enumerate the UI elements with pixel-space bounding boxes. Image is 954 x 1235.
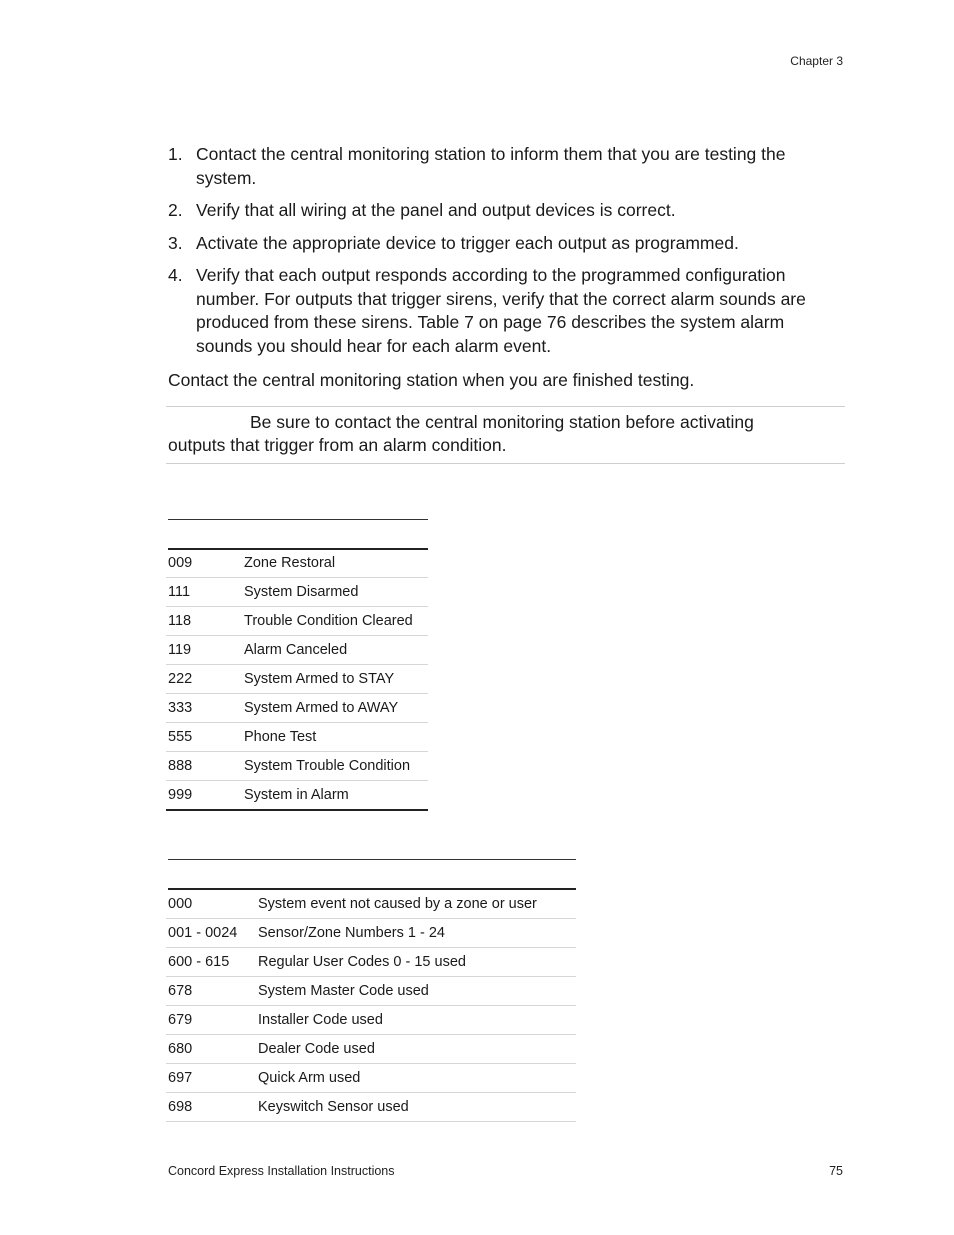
table-row — [166, 549, 428, 578]
table-row — [166, 919, 576, 948]
code-cell: 555 — [166, 723, 242, 752]
code-cell: 680 — [166, 1035, 256, 1064]
table-row — [166, 977, 576, 1006]
table-row — [166, 948, 576, 977]
step-text: Contact the central monitoring station to inform them that you are testing the system. — [196, 144, 786, 188]
table-row — [166, 578, 428, 607]
table-row — [166, 1035, 576, 1064]
step-number: 1. — [168, 144, 183, 164]
description-cell: System event not caused by a zone or user — [256, 890, 576, 919]
step-number: 4. — [168, 265, 183, 285]
step-item — [168, 232, 828, 256]
code-cell: 000 — [166, 890, 256, 919]
step-item — [168, 264, 828, 358]
footer-document-title: Concord Express Installation Instructions — [168, 1164, 395, 1178]
table-row — [166, 1093, 576, 1122]
description-cell: Quick Arm used — [256, 1064, 576, 1093]
table-row — [166, 723, 428, 752]
description-cell: System Master Code used — [256, 977, 576, 1006]
code-cell: 111 — [166, 578, 242, 607]
description-cell: Sensor/Zone Numbers 1 - 24 — [256, 919, 576, 948]
code-cell: 678 — [166, 977, 256, 1006]
code-cell: 697 — [166, 1064, 256, 1093]
code-cell: 118 — [166, 607, 242, 636]
code-cell: 333 — [166, 694, 242, 723]
code-cell: 600 - 615 — [166, 948, 256, 977]
description-cell: System in Alarm — [242, 781, 428, 811]
step-text: Activate the appropriate device to trigger each output as programmed. — [196, 232, 739, 253]
description-cell: Trouble Condition Cleared — [242, 607, 428, 636]
step-text: Verify that each output responds according to the programmed configuration number. For outputs that trigger sirens, verify that the correct alarm sounds are produced from these sirens. Table 7 on page 76 describes the system alarm sounds you should hear for each alarm event. — [196, 265, 806, 356]
table-row — [166, 890, 576, 919]
caution-note-text: Be sure to contact the central monitoring station before activating outputs that trigger from an alarm condition. — [168, 412, 754, 455]
user-code-table — [166, 890, 576, 1122]
step-item — [168, 199, 828, 223]
description-cell: System Disarmed — [242, 578, 428, 607]
description-cell: System Armed to AWAY — [242, 694, 428, 723]
code-cell: 222 — [166, 665, 242, 694]
description-cell: Alarm Canceled — [242, 636, 428, 665]
description-cell: Dealer Code used — [256, 1035, 576, 1064]
step-number: 2. — [168, 200, 183, 220]
code-cell: 698 — [166, 1093, 256, 1122]
table-row — [166, 665, 428, 694]
table-row — [166, 1006, 576, 1035]
description-cell: System Trouble Condition — [242, 752, 428, 781]
alarm-sound-table — [166, 549, 428, 811]
step-number: 3. — [168, 232, 183, 253]
table-row — [166, 694, 428, 723]
code-cell: 888 — [166, 752, 242, 781]
description-cell: Phone Test — [242, 723, 428, 752]
table-row — [166, 752, 428, 781]
description-cell: Zone Restoral — [242, 549, 428, 578]
code-cell: 119 — [166, 636, 242, 665]
chapter-header: Chapter 3 — [790, 54, 843, 68]
step-text: Verify that all wiring at the panel and output devices is correct. — [196, 200, 676, 220]
table-top-rule — [168, 859, 576, 860]
closing-paragraph: Contact the central monitoring station when you are finished testing. — [168, 370, 695, 390]
description-cell: Regular User Codes 0 - 15 used — [256, 948, 576, 977]
description-cell: Installer Code used — [256, 1006, 576, 1035]
code-cell: 999 — [166, 781, 242, 811]
description-cell: Keyswitch Sensor used — [256, 1093, 576, 1122]
description-cell: System Armed to STAY — [242, 665, 428, 694]
footer-page-number: 75 — [829, 1164, 843, 1178]
table-row — [166, 781, 428, 811]
caution-note — [166, 406, 845, 464]
table-row — [166, 636, 428, 665]
table-row — [166, 607, 428, 636]
code-cell: 679 — [166, 1006, 256, 1035]
code-cell: 009 — [166, 549, 242, 578]
table-top-rule — [168, 519, 428, 520]
code-cell: 001 - 0024 — [166, 919, 256, 948]
procedure-steps — [168, 143, 828, 367]
table-row — [166, 1064, 576, 1093]
step-item — [168, 143, 828, 190]
